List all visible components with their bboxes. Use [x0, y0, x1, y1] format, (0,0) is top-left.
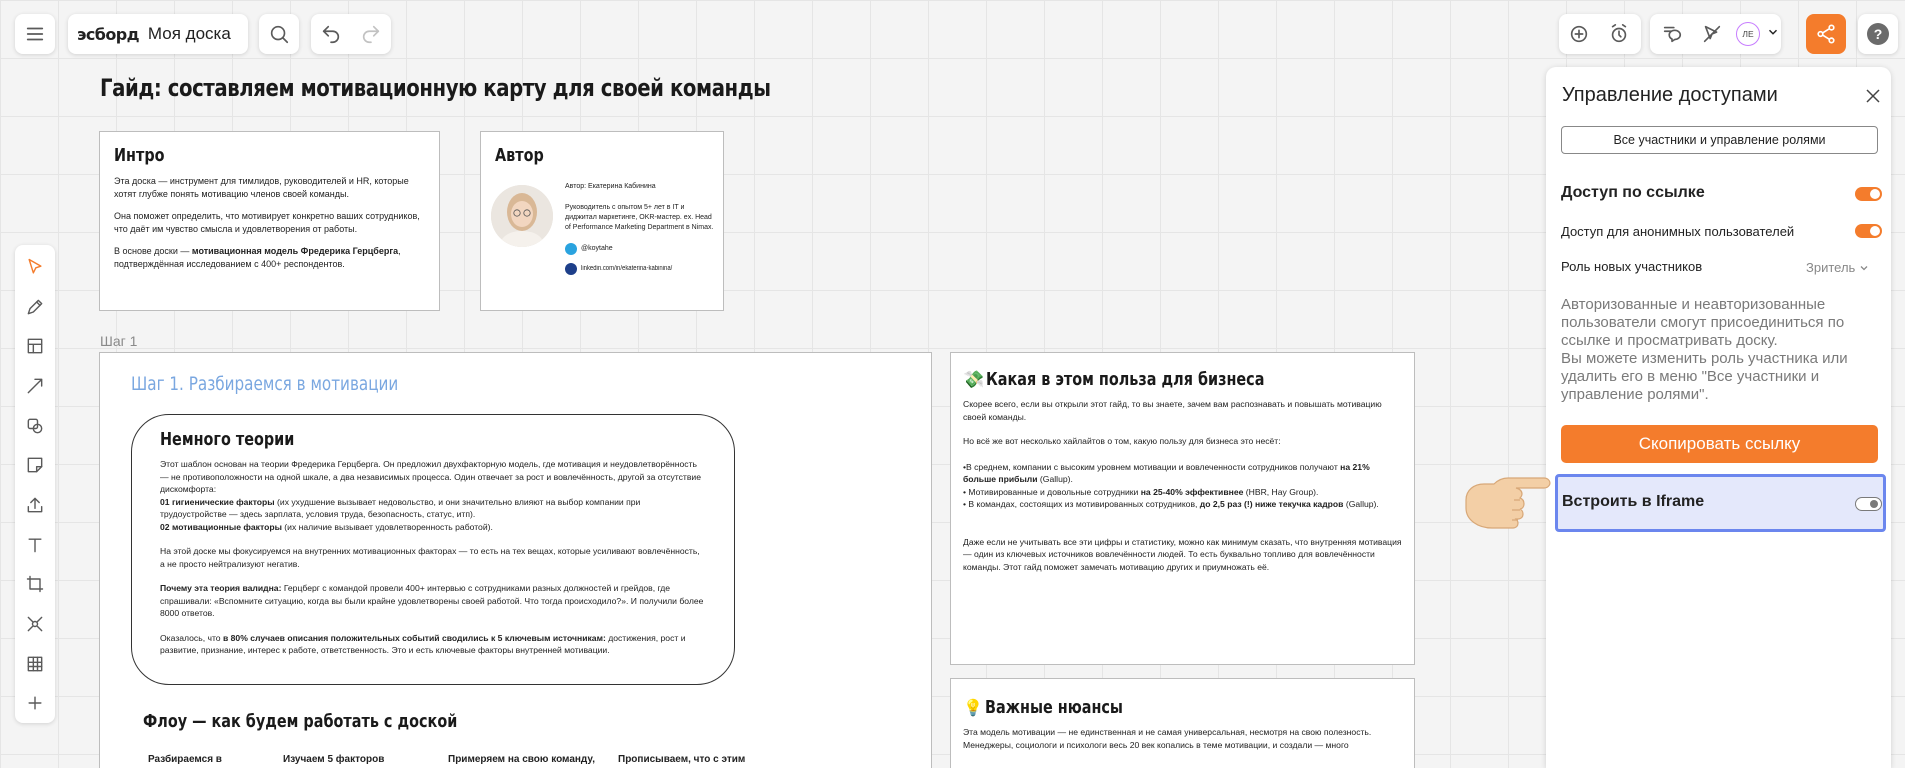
linkedin-icon — [565, 263, 577, 275]
link-access-label: Доступ по ссылке — [1561, 184, 1705, 201]
flow-col-1: Разбираемся в — [148, 754, 222, 765]
frame-label[interactable]: Шаг 1 — [100, 333, 138, 349]
link-access-toggle[interactable] — [1855, 187, 1882, 201]
role-value: Зритель — [1806, 260, 1856, 275]
comments-icon — [1661, 23, 1683, 45]
search-button[interactable] — [259, 14, 299, 54]
select-tool[interactable] — [15, 247, 55, 287]
intro-card[interactable] — [99, 131, 440, 311]
redo-icon — [360, 23, 382, 45]
nuances-heading-row — [963, 697, 1402, 718]
history-controls — [311, 14, 391, 54]
theory-heading: Немного теории — [160, 429, 295, 450]
telegram-icon — [565, 243, 577, 255]
layout-icon — [25, 336, 45, 356]
iframe-toggle[interactable] — [1855, 497, 1882, 511]
mindmap-tool[interactable] — [15, 604, 55, 644]
plus-circle-icon — [1568, 23, 1590, 45]
board-name-box[interactable] — [68, 14, 248, 54]
help-icon: ? — [1867, 23, 1889, 45]
shapes-icon — [25, 416, 45, 436]
flow-col-4: Прописываем, что с этим — [618, 754, 746, 765]
intro-text-3: В основе доски — мотивационная модель Фредерика Герцберга, подтверждённая исследованием с 400+ респондентов. — [114, 246, 401, 269]
hamburger-icon — [15, 14, 55, 54]
step1-heading: Шаг 1. Разбираемся в мотивации — [131, 373, 399, 395]
search-icon — [259, 14, 299, 54]
nuances-card[interactable] — [950, 678, 1415, 768]
nuances-text: Эта модель мотивации — не единственная и не самая универсальная, несмотря на свою полезность. Менеджеры, социологи и психологи весь 20 век копались в теме мотивации, и создали — много — [963, 727, 1372, 750]
sticky-tool[interactable] — [15, 445, 55, 485]
theory-block[interactable] — [131, 414, 735, 685]
anon-access-toggle[interactable] — [1855, 224, 1882, 238]
cursor-hidden-icon — [1701, 23, 1723, 45]
linkedin-link[interactable]: linkedin.com/in/ekaterina-kabinina/ — [565, 263, 715, 275]
line-tool[interactable] — [15, 366, 55, 406]
user-avatar[interactable] — [1736, 22, 1760, 46]
author-bio: Руководитель с опытом 5+ лет в IT и диджитал маркетинге, OKR-мастер. ex. Head of Performance Marketing Department в Nimax. — [565, 204, 714, 231]
telegram-link[interactable]: @koytahe — [565, 243, 715, 255]
chevron-down-icon — [1858, 262, 1870, 274]
money-icon: 💸 — [963, 369, 985, 389]
intro-heading: Интро — [114, 145, 165, 166]
left-toolbar — [15, 245, 55, 723]
role-select[interactable] — [1806, 260, 1870, 275]
iframe-label: Встроить в Iframe — [1562, 493, 1705, 510]
author-heading: Автор — [495, 145, 544, 166]
pencil-icon — [25, 297, 45, 317]
board-title[interactable]: Гайд: составляем мотивационную карту для своей команды — [100, 74, 771, 102]
plus-icon — [25, 693, 45, 713]
share-button[interactable] — [1806, 14, 1846, 54]
access-description: Авторизованные и неавторизованные пользователи смогут присоединиться по ссылке и просматривать доску. Вы можете изменить роль участника или удалить его в меню "Все участники и управление ролями". — [1561, 296, 1848, 403]
undo-button[interactable] — [311, 14, 351, 54]
cursors-button[interactable] — [1692, 14, 1732, 54]
flow-col-3: Примеряем на свою команду, — [448, 754, 595, 765]
role-label: Роль новых участников — [1561, 259, 1703, 274]
mindmap-icon — [25, 614, 45, 634]
board-name[interactable]: Моя доска — [147, 24, 231, 43]
business-card[interactable] — [950, 352, 1415, 665]
collab-tools — [1650, 14, 1781, 54]
upload-icon — [25, 495, 45, 515]
chevron-down-icon[interactable] — [1766, 25, 1780, 44]
pointing-hand-icon — [1456, 470, 1551, 540]
arrow-icon — [25, 376, 45, 396]
flow-col-2: Изучаем 5 факторов — [283, 754, 385, 765]
comments-button[interactable] — [1652, 14, 1692, 54]
iframe-row[interactable] — [1555, 474, 1886, 532]
cursor-icon — [25, 257, 45, 277]
anon-access-label: Доступ для анонимных пользователей — [1561, 224, 1795, 239]
crop-icon — [25, 574, 45, 594]
undo-icon — [320, 23, 342, 45]
close-button[interactable] — [1864, 87, 1882, 105]
close-icon — [1864, 87, 1882, 105]
author-card[interactable] — [480, 131, 724, 311]
share-icon — [1815, 23, 1837, 45]
timer-tools — [1559, 14, 1641, 54]
business-heading: Какая в этом польза для бизнеса — [986, 369, 1265, 390]
business-heading-row — [963, 369, 1402, 390]
redo-button[interactable] — [351, 14, 391, 54]
frame-tool[interactable] — [15, 326, 55, 366]
intro-text-1: Эта доска — инструмент для тимлидов, руководителей и HR, которые хотят глубже понять мотивацию членов своей команды. — [114, 176, 409, 199]
author-photo — [491, 185, 553, 247]
more-tools[interactable] — [15, 683, 55, 723]
flow-columns — [148, 754, 848, 768]
copy-link-button[interactable]: Скопировать ссылку — [1561, 425, 1878, 463]
add-button[interactable] — [1559, 14, 1599, 54]
text-icon — [25, 535, 45, 555]
flow-heading: Флоу — как будем работать с доской — [143, 711, 458, 732]
theory-text: Этот шаблон основан на теории Фредерика Герцберга. Он предложил двухфакторную модель, где мотивация и неудовлетворённость — не противоположности на одной шкале, а два независимых процесса. Один отвечает за рост и вовлечённость, другой за отсутствие дискомфорта: 01 гигиенические факторы (их ухудшение вызывает недовольство, и они значительно влияют на выбор компании при трудоустройстве — здесь зарплата, условия труда, безопасность, статус, итп). 02 мотивационные факторы (их наличие вызывает удовлетворенность работой). На этой доске мы фокусируемся на внутренних мотивационных факторах — то есть на тех вещах, которые усиливают вовлечённость, а не просто нейтрализуют негатив. Почему эта теория валидна: Герцберг с командой провели 400+ интервью с сотрудниками разных должностей и грейдов, где спрашивали: «Вспомните ситуацию, когда вы были крайне удовлетворены своей работой. Что тогда происходило?». И получили более 8000 ответов. Оказалось, что в 80% случаев описания положительных событий сводились к 5 ключевым источникам: достижения, рост и развитие, признание, интерес к работе, ответственность. Это и есть ключевые факторы внутренней мотивации. — [160, 459, 704, 655]
step1-frame[interactable] — [99, 352, 932, 768]
author-name: Автор: Екатерина Кабинина — [565, 183, 656, 190]
shapes-tool[interactable] — [15, 406, 55, 446]
table-icon — [25, 654, 45, 674]
help-button[interactable] — [1858, 14, 1898, 54]
pen-tool[interactable] — [15, 287, 55, 327]
panel-title: Управление доступами — [1562, 84, 1778, 106]
access-panel — [1546, 67, 1891, 768]
app-logo: эсборд — [77, 24, 139, 44]
timer-button[interactable] — [1599, 14, 1639, 54]
alarm-clock-icon — [1608, 23, 1630, 45]
table-tool[interactable] — [15, 644, 55, 684]
sticky-note-icon — [25, 455, 45, 475]
upload-tool[interactable] — [15, 485, 55, 525]
text-tool[interactable] — [15, 525, 55, 565]
crop-tool[interactable] — [15, 564, 55, 604]
lightbulb-icon: 💡 — [963, 699, 983, 717]
avatar-initials: ЛЕ — [1742, 29, 1754, 39]
roles-button[interactable]: Все участники и управление ролями — [1561, 126, 1878, 154]
intro-text-2: Она поможет определить, что мотивирует конкретно ваших сотрудников, что даёт им чувство смысла и удовлетворения от работы. — [114, 211, 420, 234]
business-text: Скорее всего, если вы открыли этот гайд, то вы знаете, зачем вам распознавать и повышать мотивацию своей команды. Но всё же вот несколько хайлайтов о том, какую пользу для бизнеса это несёт: •В среднем, компании с высоким уровнем мотивации и вовлеченности сотрудников получают на 21% больше прибыли (Gallup). • Мотивированные и довольные сотрудники на 25-40% эффективнее (HBR, Hay Group). • В командах, состоящих из мотивированных сотрудников, до 2,5 раз (!) ниже текучка кадров (Gallup). Даже если не учитывать все эти цифры и статистику, можно как минимум сказать, что внутренняя мотивация — один из ключевых источников вовлечённости людей. То есть буквально топливо для вовлечённости команды. Этот гайд поможет замечать мотивацию других и приумножать её. — [963, 399, 1402, 572]
main-menu-button[interactable] — [15, 14, 55, 54]
nuances-heading: Важные нюансы — [984, 697, 1123, 718]
